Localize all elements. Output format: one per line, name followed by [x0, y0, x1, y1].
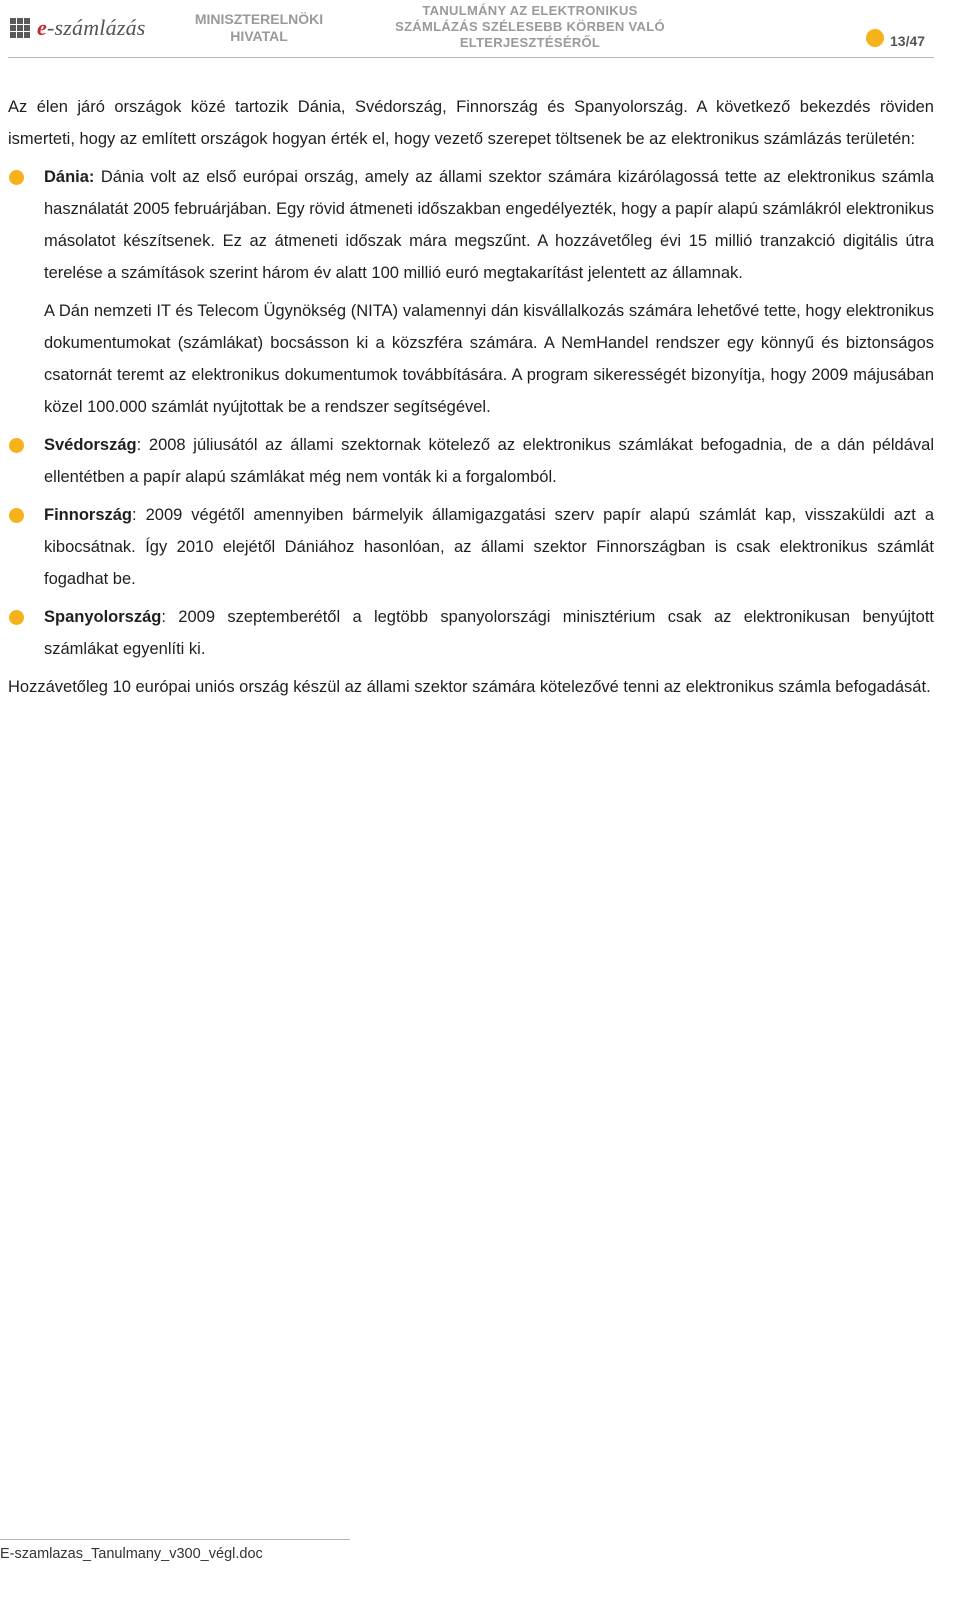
bullet-dot-icon [9, 610, 24, 625]
bullet-dot-icon [9, 508, 24, 523]
country-text: : 2009 szeptemberétől a legtöbb spanyolországi minisztérium csak az elektronikusan benyújtott számlákat egyenlíti ki. [44, 608, 934, 658]
country-name: Dánia: [44, 168, 95, 186]
country-text: : 2008 júliusától az állami szektornak kötelező az elektronikus számlákat befogadnia, de a dán példával ellentétben a papír alapú számlákat még nem vonták ki a forgalomból. [44, 436, 934, 486]
finland-paragraph [44, 499, 934, 595]
intro-paragraph: Az élen járó országok közé tartozik Dánia, Svédország, Finnország és Spanyolország. A következő bekezdés röviden ismerteti, hogy az említett országok hogyan érték el, hogy vezető szerepet töltsenek be az elektronikus számlázás területén: [8, 98, 934, 148]
page-header [0, 0, 960, 60]
header-document-title: TANULMÁNY AZ ELEKTRONIKUS SZÁMLÁZÁS SZÉLESEBB KÖRBEN VALÓ ELTERJESZTÉSÉRŐL [395, 3, 665, 50]
bullet-dot-icon [9, 170, 24, 185]
logo-prefix: e [37, 15, 47, 40]
country-name: Svédország [44, 436, 137, 454]
country-name: Finnország [44, 506, 133, 524]
footer-divider [0, 1539, 350, 1540]
list-item-finland [8, 499, 934, 595]
closing-paragraph: Hozzávetőleg 10 európai uniós ország készül az állami szektor számára kötelezővé tenni az elektronikus számla befogadását. [8, 678, 931, 696]
e-szamlazas-logo [10, 16, 146, 40]
sweden-paragraph [44, 429, 934, 493]
list-item-denmark [8, 161, 934, 423]
logo-text [37, 15, 146, 41]
document-body [8, 91, 934, 703]
grid-icon [10, 18, 30, 38]
denmark-paragraph-2: A Dán nemzeti IT és Telecom Ügynökség (NITA) valamennyi dán kisvállalkozás számára lehetővé tette, hogy elektronikus dokumentumokat (számlákat) bocsásson ki a közszféra számára. A NemHandel rendszer egy könnyű és biztonságos csatornát teremt az elektronikus dokumentumok továbbítására. A program sikerességét bizonyítja, hogy 2009 májusában közel 100.000 számlát nyújtottak be a rendszer segítségével. [44, 302, 934, 416]
page-marker-dot-icon [866, 29, 884, 47]
bullet-dot-icon [9, 438, 24, 453]
logo-rest: -számlázás [46, 15, 146, 40]
country-text: Dánia volt az első európai ország, amely az állami szektor számára kizárólagossá tette az elektronikus számla használatát 2005 februárjában. Egy rövid átmeneti időszakban engedélyezték, hogy a papír alapú számlákról elektronikus másolatot készítsenek. Ez az átmeneti időszak mára megszűnt. A hozzávetőleg évi 15 millió tranzakció digitális útra terelése a számítások szerint három év alatt 100 millió euró megtakarítást jelentett az államnak. [44, 168, 934, 282]
list-item-sweden [8, 429, 934, 493]
header-organization: MINISZTERELNÖKI HIVATAL [194, 11, 324, 44]
list-item-spain [8, 601, 934, 665]
denmark-paragraph-1 [44, 161, 934, 289]
country-name: Spanyolország [44, 608, 162, 626]
header-divider [8, 57, 934, 58]
country-text: : 2009 végétől amennyiben bármelyik államigazgatási szerv papír alapú számlát kap, visszaküldi azt a kibocsátnak. Így 2010 elejétől Dániához hasonlóan, az állami szektor Finnországban is csak elektronikus számlát fogadhat be. [44, 506, 934, 588]
page-number: 13/47 [890, 33, 926, 49]
spain-paragraph [44, 601, 934, 665]
footer-filename: E-szamlazas_Tanulmany_v300_végl.doc [0, 1546, 263, 1562]
